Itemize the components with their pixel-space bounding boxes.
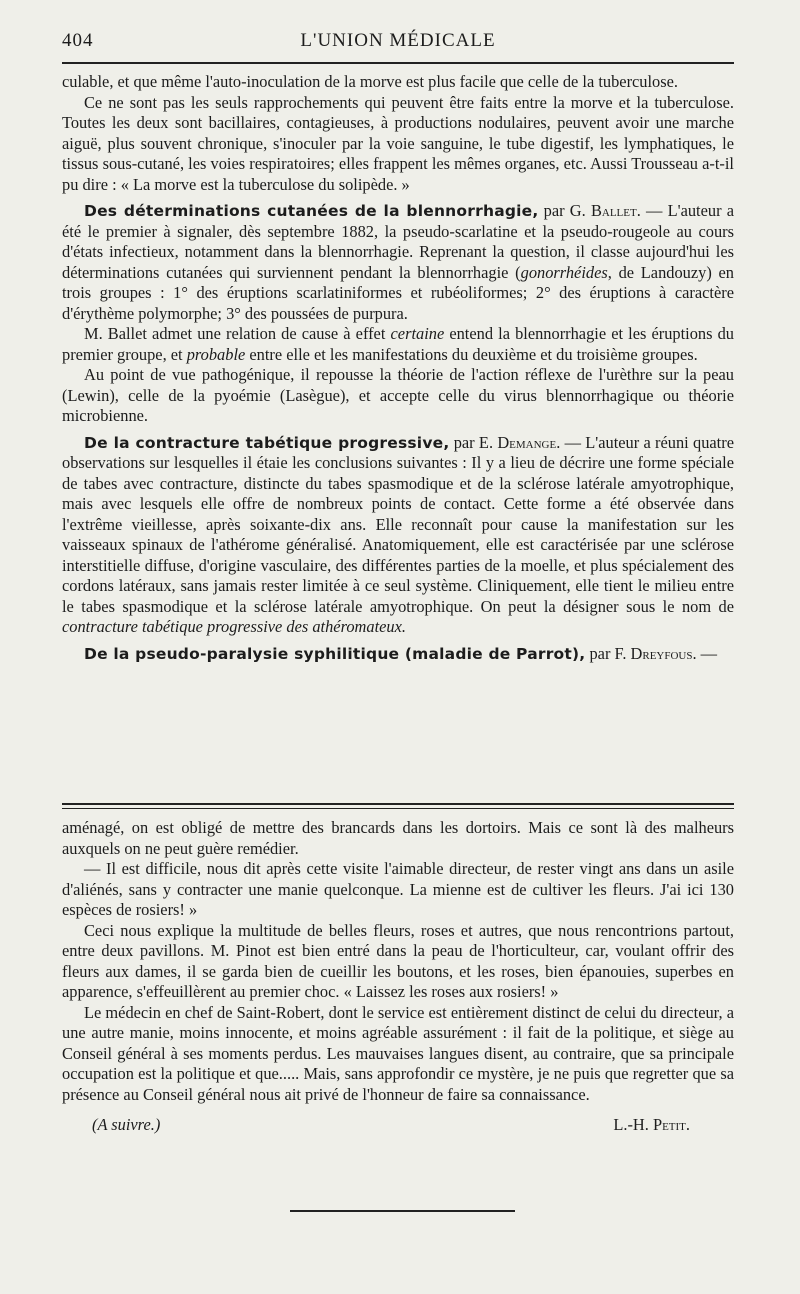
paragraph: Ceci nous explique la multitude de belles fleurs, roses et autres, que nous rencontrions partout, entre deux pavillons. M. Pinot est bien entré dans la peau de l'horticulteur, car, voulant offrir des fleurs aux dames, il se garda bien de cueillir les boutons, et les roses, bien épanouies, superbes en apparence, s'effeuillèrent au premier choc. « Laissez les roses aux rosiers! » [62, 920, 734, 1001]
paragraph-text: . — L'auteur a réuni quatre observations sur lesquelles il étaie les conclusions suivantes : Il y a lieu de décrire une forme spéciale de tabes avec contracture, distincte du tabes spasmodique et de la sclérose latérale amyotrophique, mais avec lesquels elle offre de nombreux points de contact. Cette forme a été observée dans l'extrême vieillesse, après soixante-dix ans. Elle reconnaît pour cause la manifestation sur les vaisseaux spinaux de l'athérome généralisé. Anatomiquement, elle est caractérisée par une sclérose interstitielle diffuse, d'origine vasculaire, des différentes parties de la moelle, et plus spécialement des cordons latéraux, sans jamais rester limitée à ce seul système. Cliniquement, elle tient le milieu entre le tabes spasmodique et la sclérose latérale amyotrophique. On peut la désigner sous le nom de [62, 432, 734, 616]
author-name: Dreyfous [630, 643, 693, 663]
paragraph-text: , de Landouzy) en trois groupes : 1° des éruptions scarlatiniformes et rubéoliformes; 2° des éruptions à caractère d'érythème polymorphe; 3° des poussées de purpura. [62, 262, 735, 323]
italic-term: probable [186, 344, 246, 364]
byline: par G. [538, 201, 591, 220]
paragraph: aménagé, on est obligé de mettre des brancards dans les dortoirs. Mais ce sont là des malheurs auxquels on ne peut guère remédier. [62, 818, 734, 858]
italic-term: certaine [390, 324, 445, 343]
paragraph-text: M. Ballet admet une relation de cause à effet [84, 324, 391, 343]
section-blennorrhagie [62, 201, 734, 324]
page-header [62, 28, 734, 58]
feuilleton-separator [62, 803, 734, 809]
signature [613, 1115, 690, 1136]
signature-end: . [685, 1115, 690, 1134]
italic-term: gonorrhéides [520, 262, 608, 282]
paragraph: culable, et que même l'auto-inoculation de la morve est plus facile que celle de la tuberculose. [62, 72, 678, 91]
upper-text-section [62, 72, 734, 664]
paragraph [62, 324, 734, 365]
paragraph: Au point de vue pathogénique, il repousse la théorie de l'action réflexe de l'urèthre sur la peau (Lewin), celle de la pyoémie (Lasègue), et accepte celle du virus blennorrhagique ou théorie microbienne. [62, 365, 734, 425]
paragraph: — Il est difficile, nous dit après cette visite l'aimable directeur, de rester vingt ans dans un asile d'aliénés, sans y contracter une manie quelconque. La mienne est de cultiver les fleurs. J'ai ici 130 espèces de rosiers! » [62, 859, 734, 919]
paragraph-text: . — L'auteur a été le premier à signaler, dès septembre 1882, la pseudo-scarlatine et la pseudo-rougeole au cours d'états infectieux, notamment dans la blennorrhagie. Reprenant la question, il classe aujourd'hui les déterminations cutanées qui surviennent pendant la blennorrhagie ( [62, 201, 735, 282]
section-heading: De la contracture tabétique progressive, [84, 433, 450, 452]
paragraph: Ce ne sont pas les seuls rapprochements qui peuvent être faits entre la morve et la tuberculose. Toutes les deux sont bacillaires, contagieuses, à productions nodulaires, peuvent avoir une marche aiguë, plus souvent chronique, s'inoculer par la voie sanguine, le tube digestif, les lymphatiques, le tissus sous-cutané, les voies respiratoires; elles frappent les mêmes organes, etc. Aussi Trousseau a-t-il pu dire : « La morve est la tuberculose du solipède. » [62, 92, 734, 194]
section-pseudo-paralysie [62, 644, 734, 665]
section-heading: Des déterminations cutanées de la blennorrhagie, [84, 202, 539, 220]
paragraph-text: entre elle et les manifestations du deuxième et du troisième groupes. [245, 344, 698, 364]
byline: par E. [449, 432, 498, 452]
signature-name: Petit [652, 1115, 686, 1134]
paragraph: Le médecin en chef de Saint-Robert, dont le service est entièrement distinct de celui du directeur, a une autre manie, moins innocente, et moins agréable assurément : il fait de la politique, et siège au Conseil général à ses moments perdus. Les mauvaises langues disent, au contraire, que sa principale occupation est la politique et que..... Mais, sans approfondir ce mystère, je ne puis que regretter que sa présence au Conseil général nous ait privé de l'honneur de faire sa connaissance. [62, 1002, 734, 1104]
italic-term: contracture tabétique progressive des athéromateux. [62, 617, 406, 636]
paragraph-text: . — [692, 643, 718, 663]
section-contracture [62, 433, 734, 638]
byline: par F. [585, 643, 631, 663]
page-number: 404 [62, 30, 94, 51]
header-rule [62, 62, 734, 64]
section-heading: De la pseudo-paralysie syphilitique (maladie de Parrot), [84, 644, 586, 663]
end-rule [290, 1210, 515, 1212]
author-name: Demange [497, 432, 557, 452]
running-title: L'UNION MÉDICALE [300, 30, 496, 51]
signature-line [62, 1115, 734, 1139]
lower-text-section [62, 818, 734, 1139]
signature-initials: L.-H. [613, 1115, 653, 1134]
paragraph-text: entend la blennorrhagie et les éruptions du premier groupe, et [62, 324, 734, 364]
continued-note: (A suivre.) [92, 1115, 161, 1134]
author-name: Ballet [590, 201, 637, 220]
